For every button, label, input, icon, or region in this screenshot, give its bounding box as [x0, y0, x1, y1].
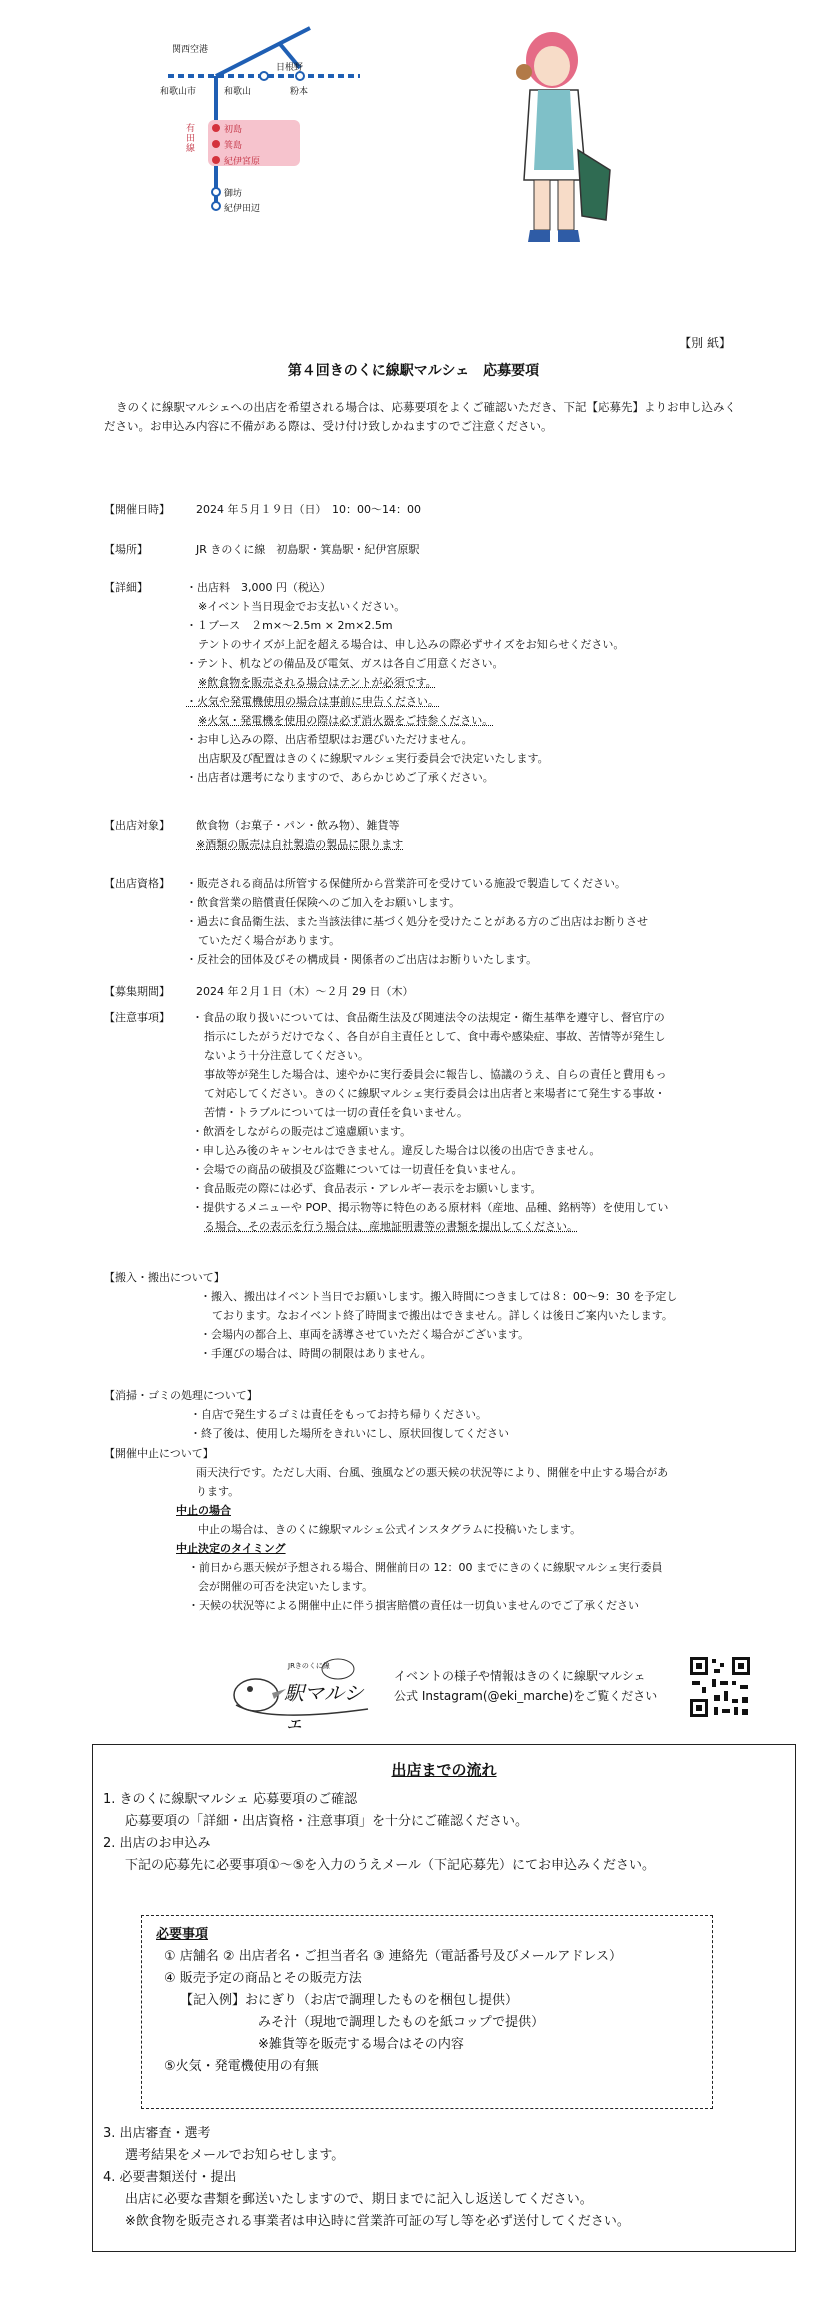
- flow-step4-title: 4. 必要書類送付・提出: [103, 2170, 237, 2185]
- notes-line: て対応してください。きのくに線駅マルシェ実行委員会は出店者と来場者にて発生する事故・: [204, 1087, 666, 1100]
- period-value: 2024 年２月１日（木）～２月 29 日（木）: [196, 985, 414, 998]
- flow-step3-text: 選考結果をメールでお知らせします。: [125, 2148, 345, 2163]
- cleaning-section: [104, 1386, 754, 1443]
- required-items-title: 必要事項: [156, 1927, 209, 1942]
- target-line: ※酒類の販売は自社製造の製品に限ります: [196, 838, 404, 851]
- flow-step3-title: 3. 出店審査・選考: [103, 2126, 211, 2141]
- loading-line: ・搬入、搬出はイベント当日でお願いします。搬入時間につきましては８：00～9：30 を予定し: [200, 1290, 678, 1303]
- flow-step2-title: 2. 出店のお申込み: [103, 1836, 211, 1851]
- loading-section: [104, 1268, 754, 1363]
- cancel-sub1-text: 中止の場合は、きのくに線駅マルシェ公式インスタグラムに投稿いたします。: [198, 1523, 582, 1536]
- details-line: ※火気・発電機を使用の際は必ず消火器をご持参ください。: [198, 714, 494, 727]
- cancel-subsections: [104, 1501, 754, 1615]
- target-line: 飲食物（お菓子・パン・飲み物）、雑貨等: [196, 819, 400, 832]
- required-items-list: [156, 1924, 622, 2078]
- eki-marche-logo: [228, 1655, 378, 1734]
- notes-line: 苦情・トラブルについては一切の責任を負いません。: [204, 1106, 468, 1119]
- map-label-konomoto: 粉本: [290, 87, 309, 97]
- cancel-sub2-line: ・前日から悪天候が予想される場合、開催前日の 12：00 までにきのくに線駅マルシェ実行委員: [188, 1561, 663, 1574]
- intro-paragraph: きのくに線駅マルシェへの出店を希望される場合は、応募要項をよくご確認いただき、下記【応募先】よりお申し込みください。お申込み内容に不備がある際は、受け付け致しかねますのでご注意ください。: [104, 400, 737, 433]
- details-line: テントのサイズが上記を超える場合は、申し込みの際必ずサイズをお知らせください。: [198, 638, 625, 651]
- footer-info: [394, 1666, 657, 1706]
- map-label-gobo: 御坊: [224, 189, 243, 199]
- qualification-line: ・反社会的団体及びその構成員・関係者のご出店はお断りいたします。: [186, 953, 538, 966]
- map-label-minoshima: 箕島: [224, 141, 243, 151]
- flow-steps: [103, 1789, 783, 1877]
- cleaning-label: 【消掃・ゴミの処理について】: [104, 1389, 258, 1402]
- notes-line: 事故等が発生した場合は、速やかに実行委員会に報告し、協議のうえ、自らの責任と費用もっ: [204, 1068, 667, 1081]
- map-label-kiimiyahara: 紀伊宮原: [224, 157, 261, 167]
- notes-list: [192, 1008, 762, 1236]
- map-label-arida: 有田線: [186, 124, 196, 154]
- details-line: ・１ブース ２m×～2.5m × 2m×2.5m: [186, 619, 393, 632]
- map-label-kansai-airport: 関西空港: [172, 45, 209, 55]
- map-label-wakayama: 和歌山: [224, 87, 252, 97]
- target-list: [196, 816, 756, 854]
- cancel-label: 【開催中止について】: [104, 1447, 214, 1460]
- cleaning-line: ・終了後は、使用した場所をきれいにし、原状回復してください: [190, 1427, 509, 1440]
- notes-line: 指示にしたがうだけでなく、各自が自主責任として、食中毒や感染症、事故、苦情等が発生し: [204, 1030, 666, 1043]
- event-date-label: 【開催日時】: [104, 503, 170, 516]
- notes-line: る場合、その表示を行う場合は、産地証明書等の書類を提出してください。: [204, 1220, 578, 1233]
- details-label: 【詳細】: [104, 581, 148, 594]
- event-date-value: 2024 年５月１９日（日） 10：00～14：00: [196, 503, 421, 516]
- notes-label: 【注意事項】: [104, 1011, 170, 1024]
- details-line: ※飲食物を販売される場合はテントが必須です。: [198, 676, 437, 689]
- flow-step1-text: 応募要項の「詳細・出店資格・注意事項」を十分にご確認ください。: [125, 1814, 529, 1829]
- required-item-line: 【記入例】おにぎり（お店で調理したものを梱包し提供）: [180, 1993, 519, 2008]
- notes-line: ・食品販売の際には必ず、食品表示・アレルギー表示をお願いします。: [192, 1182, 542, 1195]
- cleaning-line: ・自店で発生するゴミは責任をもってお持ち帰りください。: [190, 1408, 487, 1421]
- qualification-line: ・販売される商品は所管する保健所から営業許可を受けている施設で製造してください。: [186, 877, 626, 890]
- cleaning-list: [104, 1405, 754, 1443]
- logo-small-text: JRきのくに線: [288, 1662, 330, 1670]
- qualification-line: ていただく場合があります。: [198, 934, 341, 947]
- qualification-line: ・過去に食品衛生法、また当該法律に基づく処分を受けたことがある方のご出店はお断りさせ: [186, 915, 648, 928]
- required-item-line: ※雑貨等を販売する場合はその内容: [258, 2037, 464, 2052]
- cancel-line: 雨天決行です。ただし大雨、台風、強風などの悪天候の状況等により、開催を中止する場合があ: [196, 1466, 669, 1479]
- place-label: 【場所】: [104, 543, 148, 556]
- required-item-line: みそ汁（現地で調理したものを紙コップで提供）: [258, 2015, 545, 2030]
- flow-step2-text: 下記の応募先に必要事項①～⑤を入力のうえメール（下記応募先）にてお申込みください。: [125, 1858, 656, 1873]
- attachment-label: 【別 紙】: [679, 336, 731, 350]
- footer-info-line2: 公式 Instagram(@eki_marche)をご覧ください: [394, 1689, 658, 1703]
- railway-map: [160, 20, 360, 220]
- cancel-list: [104, 1463, 754, 1501]
- notes-line: ないよう十分注意してください。: [204, 1049, 369, 1062]
- cancel-section: [104, 1444, 754, 1615]
- place-value: JR きのくに線 初島駅・箕島駅・紀伊宮原駅: [196, 543, 420, 556]
- map-label-hatsushima: 初島: [224, 125, 243, 135]
- qualification-line: ・飲食営業の賠償責任保険へのご加入をお願いします。: [186, 896, 461, 909]
- details-line: 出店駅及び配置はきのくに線駅マルシェ実行委員会で決定いたします。: [198, 752, 549, 765]
- map-label-wakayamashi: 和歌山市: [160, 87, 197, 97]
- details-list: [186, 578, 746, 787]
- target-label: 【出店対象】: [104, 819, 170, 832]
- notes-line: ・申し込み後のキャンセルはできません。違反した場合は以後の出店できません。: [192, 1144, 601, 1157]
- details-line: ・出店料 3,000 円（税込）: [186, 581, 331, 594]
- loading-label: 【搬入・搬出について】: [104, 1271, 225, 1284]
- notes-line: ・提供するメニューや POP、掲示物等に特色のある原材料（産地、品種、銘柄等）を使用してい: [192, 1201, 669, 1214]
- page-title: 第４回きのくに線駅マルシェ 応募要項: [287, 363, 540, 379]
- details-line: ・テント、机などの備品及び電気、ガスは各自ご用意ください。: [186, 657, 504, 670]
- period-label: 【募集期間】: [104, 985, 170, 998]
- application-flow-box: [92, 1744, 796, 2252]
- footer-info-line1: イベントの様子や情報はきのくに線駅マルシェ: [394, 1669, 646, 1683]
- qr-code-icon: [688, 1655, 752, 1719]
- qualification-label: 【出店資格】: [104, 877, 170, 890]
- flow-steps-lower: [103, 2123, 783, 2233]
- flow-title: 出店までの流れ: [391, 1761, 497, 1779]
- instagram-qr-code[interactable]: [688, 1655, 752, 1719]
- notes-line: ・会場での商品の破損及び盗難については一切責任を負いません。: [192, 1163, 523, 1176]
- required-items-box: [141, 1915, 713, 2109]
- cancel-line: ります。: [196, 1485, 240, 1498]
- map-label-kiitanabe: 紀伊田辺: [224, 204, 261, 214]
- required-item-line: ⑤火気・発電機使用の有無: [164, 2059, 319, 2074]
- loading-line: ・手運びの場合は、時間の制限はありません。: [200, 1347, 432, 1360]
- details-line: ・お申し込みの際、出店希望駅はお選びいただけません。: [186, 733, 473, 746]
- loading-list: [104, 1287, 754, 1363]
- details-line: ・火気や発電機使用の場合は事前に申告ください。: [186, 695, 439, 708]
- required-item-line: ④ 販売予定の商品とその販売方法: [164, 1971, 362, 1986]
- loading-line: ・会場内の都合上、車両を誘導させていただく場合がございます。: [200, 1328, 530, 1341]
- details-line: ※イベント当日現金でお支払いください。: [198, 600, 406, 613]
- notes-line: ・飲酒をしながらの販売はご遠慮願います。: [192, 1125, 412, 1138]
- notes-line: ・食品の取り扱いについては、食品衛生法及び関連法令の法規定・衛生基準を遵守し、督官庁の: [192, 1011, 665, 1024]
- cancel-sub2-title: 中止決定のタイミング: [176, 1542, 286, 1555]
- required-item-line: ① 店舗名 ② 出店者名・ご担当者名 ③ 連絡先（電話番号及びメールアドレス）: [164, 1949, 622, 1964]
- cancel-sub2-line: 会が開催の可否を決定いたします。: [198, 1580, 374, 1593]
- loading-line: ております。なおイベント終了時間まで搬出はできません。詳しくは後日ご案内いたします。: [212, 1309, 673, 1322]
- girl-illustration: [490, 20, 640, 250]
- flow-step1-title: 1. きのくに線駅マルシェ 応募要項のご確認: [103, 1792, 358, 1807]
- cancel-sub1-title: 中止の場合: [176, 1504, 231, 1517]
- logo-text: 駅マルシェ: [284, 1681, 364, 1734]
- details-line: ・出店者は選考になりますので、あらかじめご了承ください。: [186, 771, 494, 784]
- flow-step4-text: ※飲食物を販売される事業者は申込時に営業許可証の写し等を必ず送付してください。: [125, 2214, 630, 2229]
- cancel-sub2-line: ・天候の状況等による開催中止に伴う損害賠償の責任は一切負いませんのでご了承ください: [188, 1599, 639, 1612]
- map-label-hineno: 日根野: [276, 63, 304, 73]
- qualification-list: [186, 874, 756, 969]
- flow-step4-text: 出店に必要な書類を郵送いたしますので、期日までに記入し返送してください。: [125, 2192, 593, 2207]
